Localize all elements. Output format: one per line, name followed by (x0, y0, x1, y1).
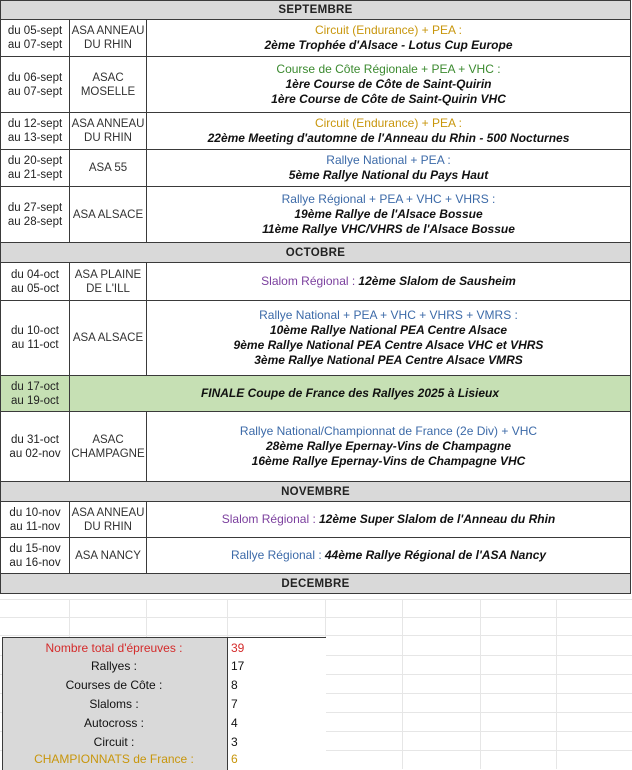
summary-label: Nombre total d'épreuves : (45, 641, 183, 655)
event-title: 11ème Rallye VHC/VHRS de l'Alsace Bossue (262, 222, 515, 236)
summary-row-championnats (3, 752, 325, 770)
summary-box (2, 637, 326, 770)
event-description (147, 113, 631, 150)
event-dates: du 10-oct au 11-oct (1, 301, 70, 376)
month-label: DECEMBRE (1, 574, 631, 594)
event-category: Rallye Régional : (230, 547, 322, 562)
event-description (147, 263, 631, 301)
event-dates: du 31-oct au 02-nov (1, 412, 70, 482)
month-header-december (1, 574, 631, 594)
summary-value: 7 (231, 697, 238, 711)
summary-value: 8 (231, 678, 238, 692)
event-organizer: ASA ALSACE (70, 301, 147, 376)
event-category: Rallye National + PEA + VHC + VHRS + VMRS : (259, 308, 518, 322)
event-organizer: ASA PLAINE DE L'ILL (70, 263, 147, 301)
summary-row-circuit (3, 735, 325, 753)
finale-title: FINALE Coupe de France des Rallyes 2025 à Lisieux (70, 376, 631, 412)
event-dates: du 04-oct au 05-oct (1, 263, 70, 301)
event-title: 12ème Super Slalom de l'Anneau du Rhin (319, 511, 556, 526)
event-organizer: ASA ALSACE (70, 187, 147, 243)
event-category: Circuit (Endurance) + PEA : (314, 116, 463, 130)
summary-label: Autocross : (83, 716, 145, 730)
event-title: 28ème Rallye Epernay-Vins de Champagne (266, 439, 511, 453)
event-title: 5ème Rallye National du Pays Haut (288, 168, 489, 182)
event-dates: du 06-sept au 07-sept (1, 57, 70, 113)
month-header-september (1, 1, 631, 20)
event-dates: du 15-nov au 16-nov (1, 538, 70, 574)
summary-label: Rallyes : (90, 659, 137, 673)
summary-value: 39 (231, 641, 245, 655)
summary-row-total (3, 641, 325, 659)
event-title: 9ème Rallye National PEA Centre Alsace VHC et VHRS (233, 338, 544, 352)
event-organizer: ASA NANCY (70, 538, 147, 574)
event-description (147, 538, 631, 574)
event-title: 16ème Rallye Epernay-Vins de Champagne VHC (251, 454, 526, 468)
event-title: 22ème Meeting d'automne de l'Anneau du Rhin - 500 Nocturnes (207, 131, 570, 145)
month-header-november (1, 482, 631, 502)
event-row (1, 20, 631, 57)
event-category: Course de Côte Régionale + PEA + VHC : (276, 62, 501, 76)
summary-label: Circuit : (93, 735, 135, 749)
event-category: Slalom Régional : (221, 511, 316, 526)
event-row (1, 57, 631, 113)
event-description (147, 301, 631, 376)
event-title: 3ème Rallye National PEA Centre Alsace VMRS (254, 353, 523, 367)
month-label: OCTOBRE (1, 243, 631, 263)
event-row (1, 301, 631, 376)
event-title: 10ème Rallye National PEA Centre Alsace (269, 323, 508, 337)
event-row (1, 113, 631, 150)
event-organizer: ASA ANNEAU DU RHIN (70, 20, 147, 57)
month-label: NOVEMBRE (1, 482, 631, 502)
event-dates: du 10-nov au 11-nov (1, 502, 70, 538)
event-description (147, 412, 631, 482)
event-row (1, 263, 631, 301)
summary-value: 3 (231, 735, 238, 749)
event-category: Circuit (Endurance) + PEA : (314, 23, 463, 37)
event-dates: du 12-sept au 13-sept (1, 113, 70, 150)
event-title: 12ème Slalom de Sausheim (358, 273, 516, 288)
event-organizer: ASA ANNEAU DU RHIN (70, 502, 147, 538)
summary-row-autocross (3, 716, 325, 734)
event-row (1, 538, 631, 574)
event-row (1, 150, 631, 187)
event-organizer: ASA ANNEAU DU RHIN (70, 113, 147, 150)
event-description (147, 20, 631, 57)
month-header-october (1, 243, 631, 263)
event-organizer: ASAC CHAMPAGNE (70, 412, 147, 482)
summary-row-slaloms (3, 697, 325, 715)
summary-label: Courses de Côte : (65, 678, 163, 692)
event-category: Rallye National/Championnat de France (2e Div) + VHC (239, 424, 538, 438)
event-description (147, 150, 631, 187)
event-category: Rallye Régional + PEA + VHC + VHRS : (281, 192, 496, 206)
event-dates: du 05-sept au 07-sept (1, 20, 70, 57)
event-title: 1ère Course de Côte de Saint-Quirin VHC (271, 92, 506, 106)
event-row (1, 412, 631, 482)
summary-value: 17 (231, 659, 245, 673)
event-title: 19ème Rallye de l'Alsace Bossue (294, 207, 483, 221)
event-description (147, 187, 631, 243)
summary-row-rallyes (3, 659, 325, 677)
event-title: 44ème Rallye Régional de l'ASA Nancy (324, 547, 547, 562)
event-dates: du 17-oct au 19-oct (1, 376, 70, 412)
event-row (1, 502, 631, 538)
event-title: 2ème Trophée d'Alsace - Lotus Cup Europe (264, 38, 513, 52)
event-row (1, 187, 631, 243)
summary-label: Slaloms : (89, 697, 139, 711)
event-description (147, 502, 631, 538)
event-row-finale (1, 376, 631, 412)
month-label: SEPTEMBRE (1, 1, 631, 20)
event-category: Slalom Régional : (261, 273, 356, 288)
event-description (147, 57, 631, 113)
summary-row-cote (3, 678, 325, 696)
event-organizer: ASAC MOSELLE (70, 57, 147, 113)
event-dates: du 27-sept au 28-sept (1, 187, 70, 243)
event-title: 1ère Course de Côte de Saint-Quirin (285, 77, 492, 91)
summary-value: 4 (231, 716, 238, 730)
event-organizer: ASA 55 (70, 150, 147, 187)
summary-value: 6 (231, 752, 238, 766)
event-category: Rallye National + PEA : (326, 153, 451, 167)
summary-label: CHAMPIONNATS de France : (34, 752, 194, 766)
event-dates: du 20-sept au 21-sept (1, 150, 70, 187)
